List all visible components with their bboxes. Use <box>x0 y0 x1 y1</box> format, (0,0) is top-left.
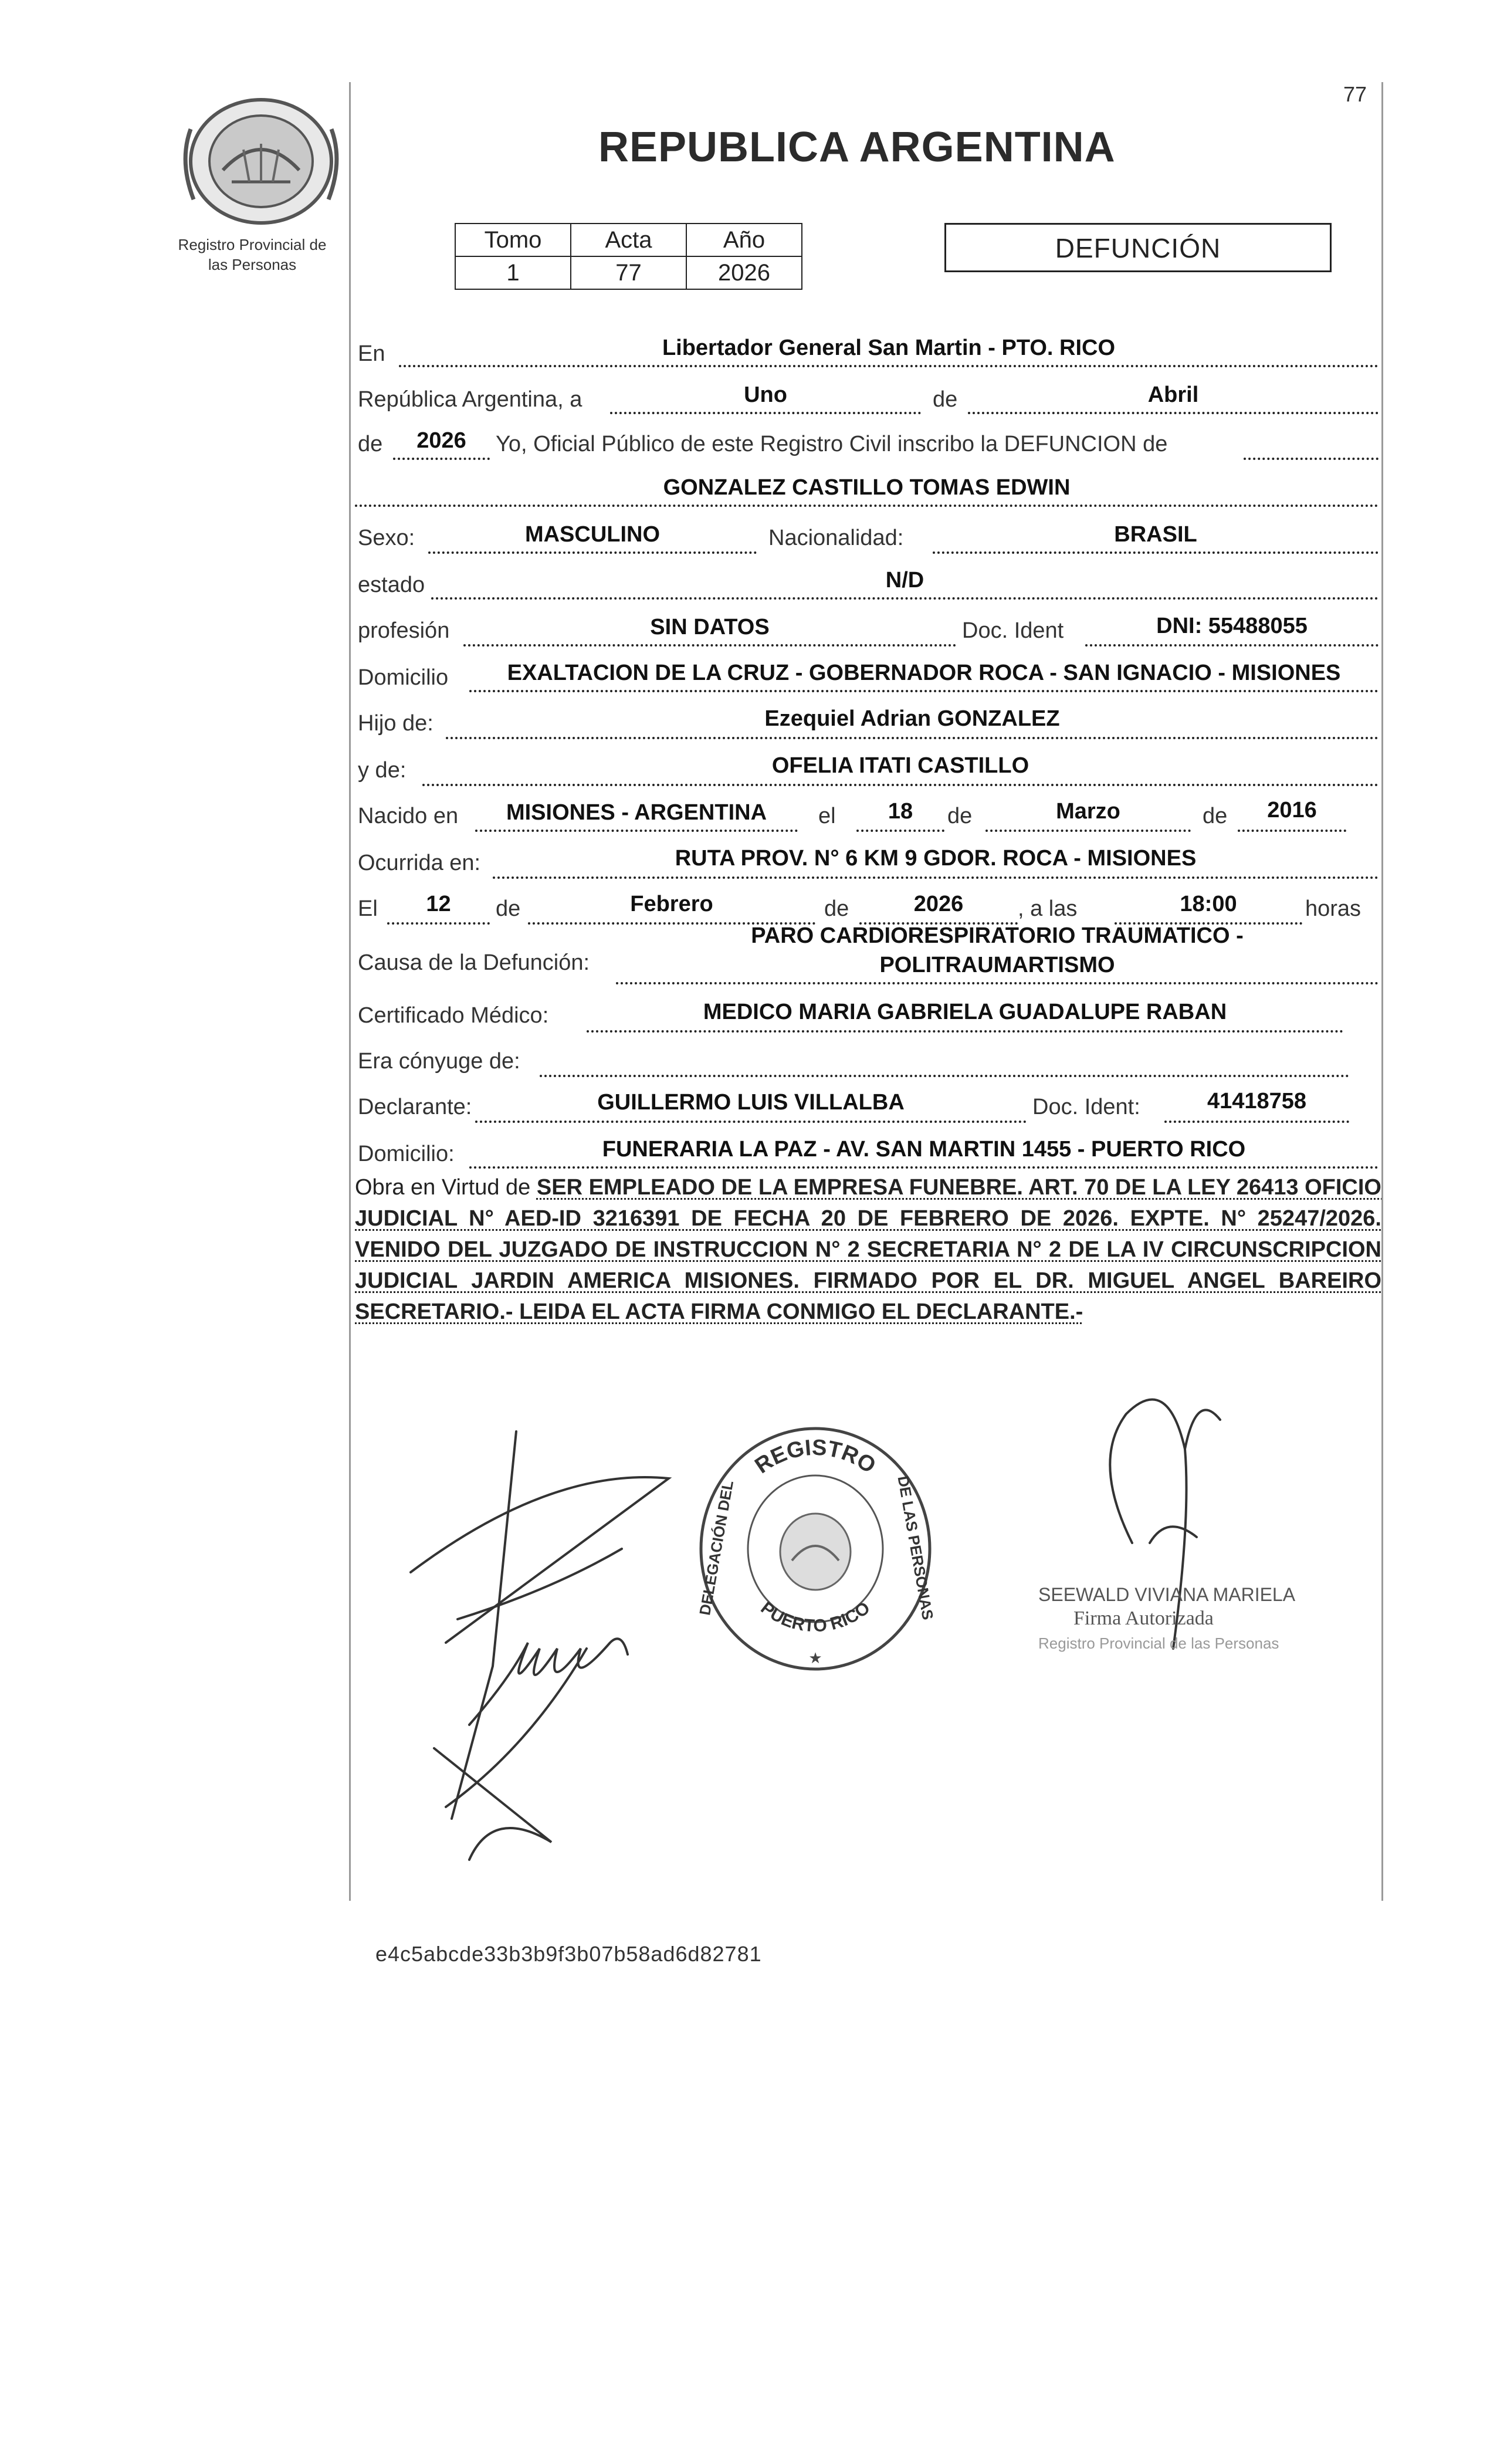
field-sexo: MASCULINO <box>524 522 661 547</box>
label-certificado: Certificado Médico: <box>358 1003 549 1028</box>
dotted-line <box>1164 1121 1349 1123</box>
label-nacionalidad: Nacionalidad: <box>768 526 904 550</box>
label-profesion: profesión <box>358 618 450 643</box>
field-lugar: Libertador General San Martin - PTO. RICO <box>662 336 1116 360</box>
dotted-line <box>446 737 1379 739</box>
label-causa: Causa de la Defunción: <box>358 950 590 975</box>
field-domicilio: EXALTACION DE LA CRUZ - GOBERNADOR ROCA - SAN IGNACIO - MISIONES <box>507 661 1341 685</box>
dotted-line <box>587 1030 1343 1033</box>
dotted-line <box>431 597 1379 600</box>
acta-value: 77 <box>571 256 686 289</box>
page-title: REPUBLICA ARGENTINA <box>598 124 1116 171</box>
misiones-province-seal <box>167 94 355 229</box>
officer-title: Firma Autorizada <box>1073 1607 1214 1629</box>
field-padre: Ezequiel Adrian GONZALEZ <box>764 706 1060 731</box>
dotted-line <box>968 412 1379 414</box>
dotted-line <box>399 365 1379 367</box>
field-ocurrida-en: RUTA PROV. N° 6 KM 9 GDOR. ROCA - MISIONES <box>675 846 1197 871</box>
dotted-line <box>1085 644 1379 647</box>
dotted-line <box>463 644 956 647</box>
document-type-box: DEFUNCIÓN <box>944 223 1332 272</box>
dotted-line <box>422 784 1379 786</box>
field-fallec-dia: 12 <box>426 892 451 916</box>
col-anio-header: Año <box>686 224 802 256</box>
dotted-line <box>616 982 1379 984</box>
legal-text-block <box>355 1172 1381 1328</box>
label-republica: República Argentina, a <box>358 387 582 412</box>
label-el: El <box>358 896 378 921</box>
stamp-left-text: DELEGACIÓN DEL <box>696 1479 737 1617</box>
label-domicilio: Domicilio <box>358 665 449 690</box>
label-conyuge: Era cónyuge de: <box>358 1049 520 1074</box>
field-fallec-mes: Febrero <box>630 892 713 916</box>
stamp-top-text: REGISTRO <box>750 1435 880 1479</box>
star-icon: ★ <box>808 1649 822 1667</box>
label-de: de <box>496 896 521 921</box>
label-y-de: y de: <box>358 758 407 783</box>
label-de: de <box>358 432 383 456</box>
col-acta-header: Acta <box>571 224 686 256</box>
field-causa-line2: POLITRAUMARTISMO <box>879 953 1115 977</box>
officer-name: SEEWALD VIVIANA MARIELA <box>1038 1584 1296 1605</box>
field-nacido-dia: 18 <box>888 799 913 824</box>
field-estado: N/D <box>885 568 924 593</box>
label-en: En <box>358 341 385 366</box>
tomo-value: 1 <box>455 256 571 289</box>
dotted-line <box>475 830 798 832</box>
label-hijo-de: Hijo de: <box>358 711 433 736</box>
dotted-line <box>355 505 1379 507</box>
dotted-line <box>393 458 490 460</box>
field-causa-line1: PARO CARDIORESPIRATORIO TRAUMATICO - <box>751 923 1244 948</box>
dotted-line <box>610 412 921 414</box>
svg-text:REGISTRO <box>751 1436 880 1479</box>
declarant-signature <box>375 1396 716 1877</box>
dotted-line <box>856 830 944 832</box>
field-declarante-doc: 41418758 <box>1207 1089 1307 1113</box>
registry-caption-line2: las Personas <box>208 256 297 273</box>
svg-text:PUERTO RICO <box>757 1598 874 1636</box>
field-dia: Uno <box>744 383 787 407</box>
field-certificado: MEDICO MARIA GABRIELA GUADALUPE RABAN <box>703 1000 1227 1024</box>
registry-caption-line1: Registro Provincial de <box>178 236 327 253</box>
dotted-line <box>469 690 1379 692</box>
document-hash: e4c5abcde33b3b9f3b07b58ad6d82781 <box>375 1942 762 1966</box>
field-fallec-anio: 2026 <box>913 892 964 916</box>
field-declarante-domicilio: FUNERARIA LA PAZ - AV. SAN MARTIN 1455 - PUERTO RICO <box>602 1137 1246 1162</box>
label-sexo: Sexo: <box>358 526 415 550</box>
label-nacido-en: Nacido en <box>358 804 459 828</box>
dotted-line <box>469 1166 1379 1169</box>
dotted-line <box>475 1121 1027 1123</box>
label-el: el <box>818 804 836 828</box>
registry-caption <box>147 235 358 275</box>
label-obra-en-virtud: Obra en Virtud de <box>355 1175 531 1200</box>
label-yo-oficial: Yo, Oficial Público de este Registro Civil inscribo la DEFUNCION de <box>496 432 1168 456</box>
label-de: de <box>824 896 849 921</box>
anio-value: 2026 <box>686 256 802 289</box>
dotted-line <box>387 922 490 925</box>
label-a-las: , a las <box>1018 896 1078 921</box>
stamp-right-text: DE LAS PERSONAS <box>894 1474 937 1622</box>
field-nacido-mes: Marzo <box>1056 799 1120 824</box>
field-madre: OFELIA ITATI CASTILLO <box>771 753 1029 778</box>
delegation-stamp <box>692 1420 939 1678</box>
field-doc-ident: DNI: 55488055 <box>1156 614 1308 638</box>
record-table <box>455 223 802 290</box>
label-de: de <box>947 804 973 828</box>
label-de: de <box>933 387 958 412</box>
label-estado: estado <box>358 573 425 597</box>
label-doc-ident: Doc. Ident <box>962 618 1064 643</box>
legal-text: SER EMPLEADO DE LA EMPRESA FUNEBRE. ART. 70 DE LA LEY 26413 OFICIO JUDICIAL N° AED-ID 3216391 DE FECHA 20 DE FEBRERO DE 2026. EXPTE. N° 25247/2026. VENIDO DEL JUZGADO DE INSTRUCCION N° 2 SECRETARIA N° 2 DE LA IV CIRCUNSCRIPCION JUDICIAL JARDIN AMERICA MISIONES. FIRMADO POR EL DR. MIGUEL ANGEL BAREIRO SECRETARIO.- LEIDA EL ACTA FIRMA CONMIGO EL DECLARANTE.- <box>355 1175 1381 1324</box>
field-fallec-hora: 18:00 <box>1180 892 1237 916</box>
field-nacido-anio: 2016 <box>1267 798 1317 823</box>
field-nacionalidad: BRASIL <box>1114 522 1197 547</box>
field-profesion: SIN DATOS <box>650 615 770 639</box>
label-domicilio: Domicilio: <box>358 1142 455 1166</box>
dotted-line <box>933 551 1379 554</box>
dotted-line <box>493 876 1379 879</box>
dotted-line <box>1238 830 1346 832</box>
dotted-line <box>985 830 1191 832</box>
left-margin-rule <box>349 82 351 1901</box>
right-margin-rule <box>1381 82 1383 1901</box>
field-nacido-lugar: MISIONES - ARGENTINA <box>506 800 767 825</box>
label-declarante: Declarante: <box>358 1095 472 1119</box>
field-declarante: GUILLERMO LUIS VILLALBA <box>597 1090 905 1115</box>
field-mes: Abril <box>1147 383 1199 407</box>
dotted-line <box>428 551 757 554</box>
label-doc-ident: Doc. Ident: <box>1032 1095 1140 1119</box>
dotted-line <box>1244 458 1379 460</box>
label-de: de <box>1203 804 1228 828</box>
field-anio-inscripcion: 2026 <box>416 428 466 453</box>
officer-org: Registro Provincial de las Personas <box>1038 1634 1279 1652</box>
col-tomo-header: Tomo <box>455 224 571 256</box>
page-number: 77 <box>1343 82 1367 106</box>
dotted-line <box>540 1075 1349 1077</box>
label-ocurrida-en: Ocurrida en: <box>358 851 481 875</box>
stamp-bottom-text: PUERTO RICO <box>757 1598 874 1636</box>
field-fallecido: GONZALEZ CASTILLO TOMAS EDWIN <box>663 475 1071 500</box>
label-horas: horas <box>1305 896 1361 921</box>
